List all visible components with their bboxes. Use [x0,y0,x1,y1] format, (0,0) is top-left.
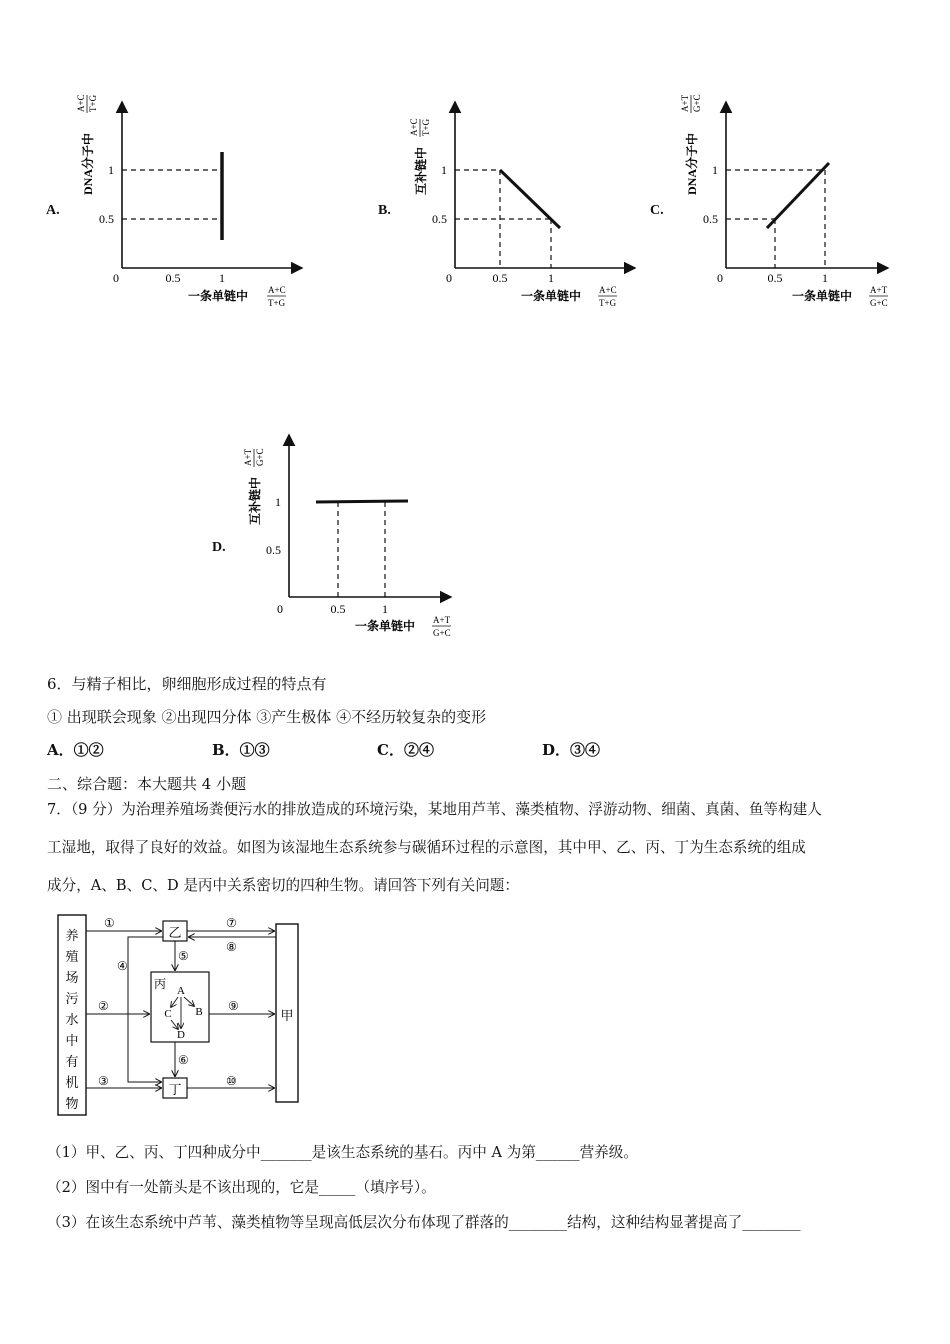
node-c: C [164,1008,172,1020]
q6-choice-b[interactable]: B．①③ [212,741,270,759]
ytick-1: 1 [275,495,281,509]
q7-line3: 成分，A、B、C、D 是丙中关系密切的四种生物。请回答下列有关问题： [47,877,519,894]
q7-sub2: （2）图中有一处箭头是不该出现的，它是_____（填序号）。 [47,1179,436,1196]
q6-items: ① 出现联会现象 ②出现四分体 ③产生极体 ④不经历较复杂的变形 [47,708,487,726]
data-line-horizontal [316,501,408,502]
x-frac-den: G+C [870,298,888,308]
source-char: 殖 [65,949,79,964]
x-frac-num: A+T [433,615,451,625]
y-title: DNA分子中 [81,133,95,195]
label-10: ⑩ [226,1074,237,1088]
ytick-1: 1 [712,163,718,177]
x-title: 一条单链中 [355,619,416,633]
option-c-letter: C. [650,203,664,218]
origin-label: 0 [446,271,452,285]
graph-a [70,90,310,320]
y-frac-den: T+G [421,118,431,136]
y-title: DNA分子中 [685,133,699,195]
label-6: ⑥ [178,1053,189,1067]
q6-choice-d[interactable]: D．③④ [542,741,601,759]
y-frac-num: A+C [409,118,419,136]
y-frac-num: A+T [243,448,253,466]
data-line-increasing [767,163,829,228]
label-4: ④ [117,959,128,973]
label-9: ⑨ [228,999,239,1013]
node-a: A [177,985,185,997]
xtick-05: 0.5 [492,271,508,285]
source-char: 水 [65,1012,79,1027]
label-3: ③ [98,1074,109,1088]
y-title: 互补链中 [248,476,262,525]
section-heading: 二、综合题：本大题共 4 小题 [47,775,247,793]
source-char: 有 [65,1054,79,1069]
q7-sub1: （1）甲、乙、丙、丁四种成分中_______是该生态系统的基石。丙中 A 为第______营养级。 [47,1144,638,1161]
jia-label: 甲 [280,1008,294,1023]
ytick-05: 0.5 [703,212,718,226]
x-title: 一条单链中 [792,289,853,303]
q6-choice-a[interactable]: A．①② [47,741,104,759]
x-title: 一条单链中 [188,289,249,303]
xtick-05: 0.5 [165,271,181,285]
node-d: D [177,1029,185,1041]
source-char: 污 [65,991,79,1006]
xtick-1: 1 [548,271,554,285]
xtick-1: 1 [382,602,388,616]
ytick-05: 0.5 [266,543,281,557]
y-title: 互补链中 [414,146,428,195]
xtick-1: 1 [822,271,828,285]
x-frac-num: A+C [599,285,617,295]
bing-label: 丙 [154,977,167,991]
x-frac-den: T+G [599,298,617,308]
ytick-1: 1 [441,163,447,177]
q6-choice-c[interactable]: C．②④ [377,741,434,759]
xtick-05: 0.5 [767,271,783,285]
ding-label: 丁 [168,1082,182,1097]
q7-line2: 工湿地，取得了良好的效益。如图为该湿地生态系统参与碳循环过程的示意图，其中甲、乙、丙、丁为生态系统的组成 [47,839,806,856]
graph-c [674,90,914,320]
origin-label: 0 [113,271,119,285]
option-b-letter: B. [378,203,391,218]
label-1: ① [104,916,115,930]
y-frac-den: G+C [255,448,265,466]
y-frac-num: A+C [76,94,86,112]
source-char: 养 [65,928,79,943]
q7-sub3: （3）在该生态系统中芦苇、藻类植物等呈现高低层次分布体现了群落的________结构，这种结构显著提高了________ [47,1214,801,1231]
source-char: 场 [65,970,79,985]
yi-label: 乙 [168,925,182,940]
q6-stem: 6．与精子相比，卵细胞形成过程的特点有 [47,675,327,693]
label-2: ② [98,999,109,1013]
graph-b [403,90,643,320]
xtick-1: 1 [219,271,225,285]
ytick-05: 0.5 [432,212,447,226]
xtick-05: 0.5 [330,602,346,616]
label-5: ⑤ [178,949,189,963]
source-char: 物 [65,1096,79,1111]
ytick-05: 0.5 [99,212,114,226]
x-frac-den: G+C [433,628,451,638]
carbon-cycle-diagram [50,910,310,1120]
option-a-letter: A. [46,203,60,218]
x-title: 一条单链中 [521,289,582,303]
y-frac-den: T+G [88,94,98,112]
origin-label: 0 [717,271,723,285]
y-frac-den: G+C [692,94,702,112]
node-b: B [195,1006,203,1018]
source-char: 中 [65,1033,79,1048]
x-frac-num: A+T [870,285,888,295]
option-d-letter: D. [212,540,226,555]
x-frac-num: A+C [268,285,286,295]
ytick-1: 1 [108,163,114,177]
label-7: ⑦ [226,916,237,930]
origin-label: 0 [277,602,283,616]
graph-d [237,423,477,653]
x-frac-den: T+G [268,298,286,308]
q7-line1: 7．（9 分）为治理养殖场粪便污水的排放造成的环境污染，某地用芦苇、藻类植物、浮游动物、细菌、真菌、鱼等构建人 [47,801,822,818]
label-8: ⑧ [226,940,237,954]
source-char: 机 [65,1075,79,1090]
y-frac-num: A+T [680,94,690,112]
